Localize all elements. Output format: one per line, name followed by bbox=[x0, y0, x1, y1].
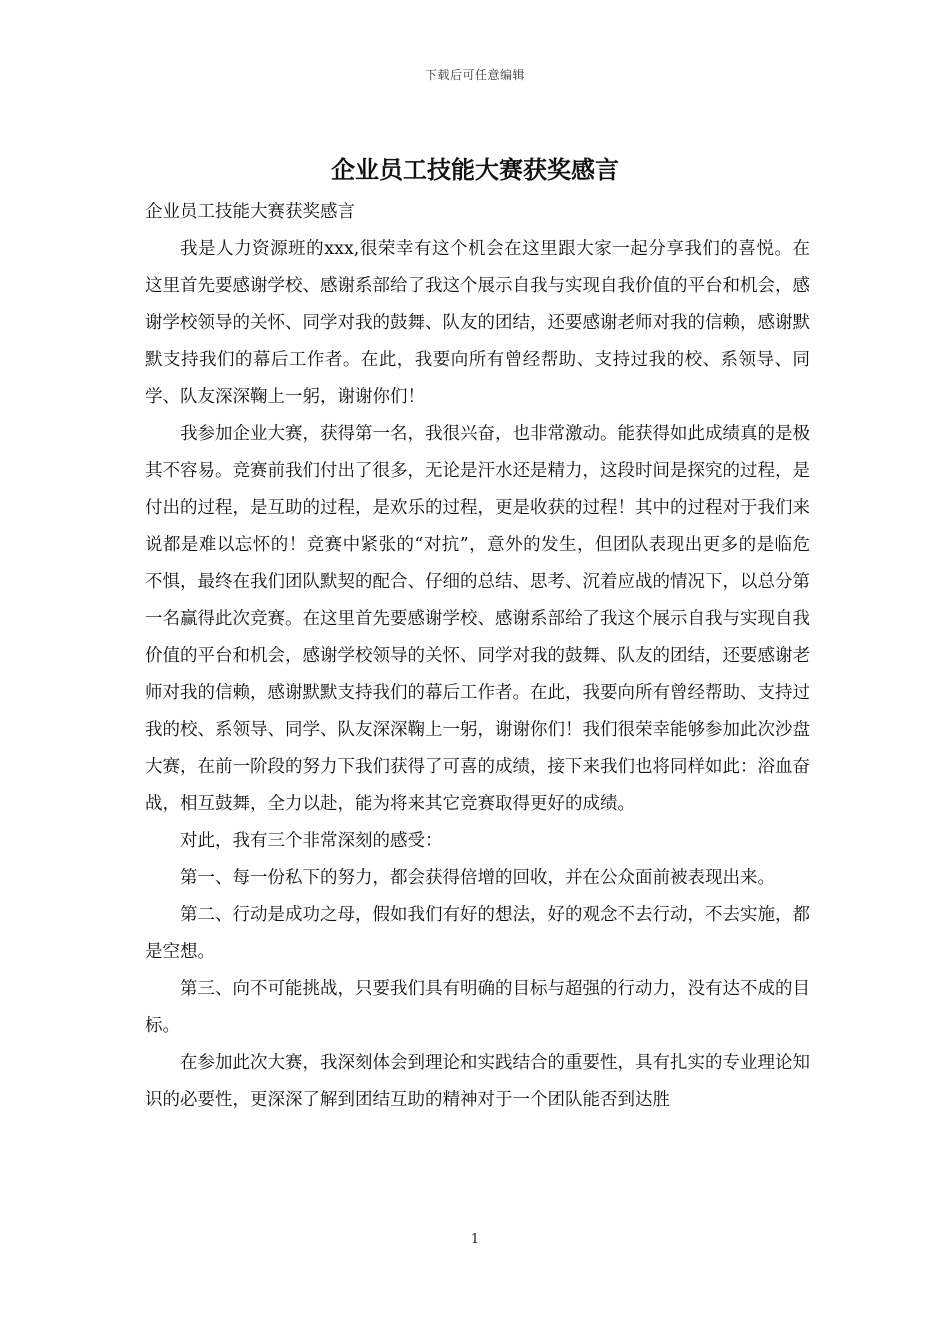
document-body bbox=[145, 194, 810, 1119]
page-number: 1 bbox=[470, 1232, 480, 1247]
paragraph-introduction: 我是人力资源班的xxx,很荣幸有这个机会在这里跟大家一起分享我们的喜悦。在这里首先要感谢学校、感谢系部给了我这个展示自我与实现自我价值的平台和机会，感谢学校领导的关怀、同学对我的鼓舞、队友的团结，还要感谢老师对我的信赖，感谢默默支持我们的幕后工作者。在此，我要向所有曾经帮助、支持过我的校、系领导、同学、队友深深鞠上一躬，谢谢你们！ bbox=[145, 239, 810, 407]
paragraph-feelings-intro: 对此，我有三个非常深刻的感受： bbox=[180, 831, 443, 851]
paragraph-feeling-first: 第一、每一份私下的努力，都会获得倍增的回收，并在公众面前被表现出来。 bbox=[180, 868, 775, 888]
paragraph-competition: 我参加企业大赛，获得第一名，我很兴奋，也非常激动。能获得如此成绩真的是极其不容易。竞赛前我们付出了很多，无论是汗水还是精力，这段时间是探究的过程，是付出的过程，是互助的过程，是欢乐的过程，更是收获的过程！其中的过程对于我们来说都是难以忘怀的！竞赛中紧张的“对抗”，意外的发生，但团队表现出更多的是临危不惧，最终在我们团队默契的配合、仔细的总结、思考、沉着应战的情况下，以总分第一名赢得此次竞赛。在这里首先要感谢学校、感谢系部给了我这个展示自我与实现自我价值的平台和机会，感谢学校领导的关怀、同学对我的鼓舞、队友的团结，还要感谢老师对我的信赖，感谢默默支持我们的幕后工作者。在此，我要向所有曾经帮助、支持过我的校、系领导、同学、队友深深鞠上一躬，谢谢你们！我们很荣幸能够参加此次沙盘大赛，在前一阶段的努力下我们获得了可喜的成绩，接下来我们也将同样如此：浴血奋战，相互鼓舞，全力以赴，能为将来其它竞赛取得更好的成绩。 bbox=[145, 424, 810, 814]
paragraph-feeling-third: 第三、向不可能挑战，只要我们具有明确的目标与超强的行动力，没有达不成的目标。 bbox=[145, 979, 810, 1036]
document-title: 企业员工技能大赛获奖感言 bbox=[331, 155, 619, 184]
header-note: 下载后可任意编辑 bbox=[424, 68, 525, 82]
document-subtitle: 企业员工技能大赛获奖感言 bbox=[145, 202, 355, 222]
paragraph-conclusion: 在参加此次大赛，我深刻体会到理论和实践结合的重要性，具有扎实的专业理论知识的必要性，更深深了解到团结互助的精神对于一个团队能否到达胜 bbox=[145, 1053, 810, 1110]
paragraph-feeling-second: 第二、行动是成功之母，假如我们有好的想法，好的观念不去行动，不去实施，都是空想。 bbox=[145, 905, 810, 962]
